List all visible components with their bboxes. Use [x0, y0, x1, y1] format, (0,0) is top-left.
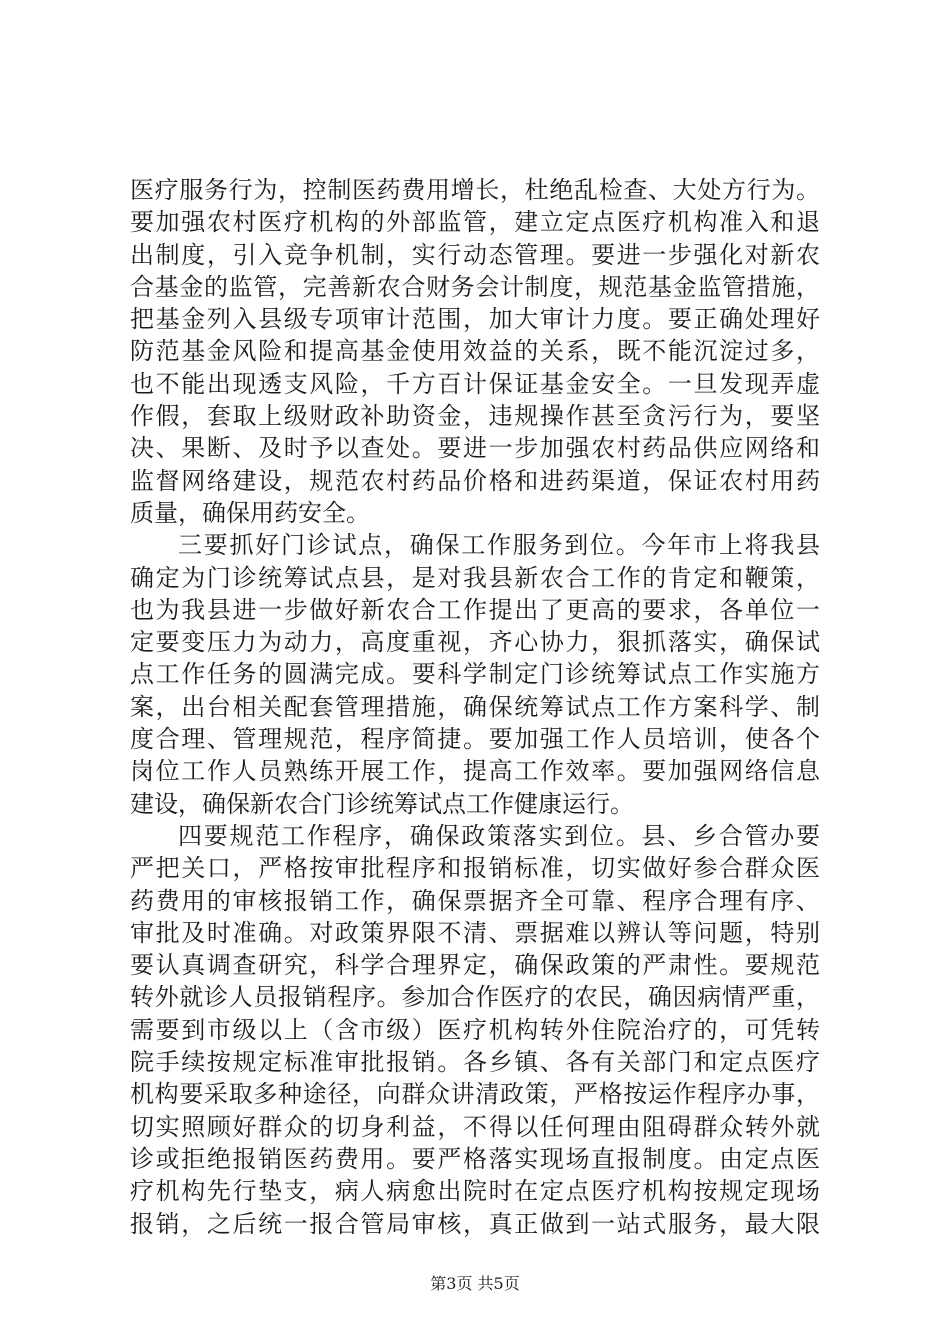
- text-line: 定要变压力为动力，高度重视，齐心协力，狠抓落实，确保试: [130, 628, 820, 657]
- text-line: 质量，确保用药安全。: [130, 498, 370, 527]
- text-line: 也为我县进一步做好新农合工作提出了更高的要求，各单位一: [130, 595, 820, 624]
- text-line: 机构要采取多种途径，向群众讲清政策，严格按运作程序办事，: [130, 1080, 820, 1109]
- text-line: 案，出台相关配套管理措施，确保统筹试点工作方案科学、制: [130, 692, 820, 721]
- page-number-footer: 第3页 共5页: [430, 1274, 520, 1293]
- text-line: 岗位工作人员熟练开展工作，提高工作效率。要加强网络信息: [130, 757, 820, 786]
- text-line: 院手续按规定标准审批报销。各乡镇、各有关部门和定点医疗: [130, 1048, 820, 1077]
- text-line: 出制度，引入竞争机制，实行动态管理。要进一步强化对新农: [130, 240, 820, 269]
- text-line: 把基金列入县级专项审计范围，加大审计力度。要正确处理好: [130, 305, 820, 334]
- text-line: 诊或拒绝报销医药费用。要严格落实现场直报制度。由定点医: [130, 1144, 820, 1173]
- text-line: 审批及时准确。对政策界限不清、票据难以辨认等问题，特别: [130, 918, 820, 947]
- text-line: 作假，套取上级财政补助资金，违规操作甚至贪污行为，要坚: [130, 402, 820, 431]
- text-line: 药费用的审核报销工作，确保票据齐全可靠、程序合理有序、: [130, 886, 820, 915]
- text-line: 也不能出现透支风险，千方百计保证基金安全。一旦发现弄虚: [130, 369, 820, 398]
- text-line: 点工作任务的圆满完成。要科学制定门诊统筹试点工作实施方: [130, 660, 820, 689]
- text-line: 转外就诊人员报销程序。参加合作医疗的农民，确因病情严重，: [130, 983, 820, 1012]
- paragraph: [130, 174, 820, 529]
- text-line: 要认真调查研究，科学合理界定，确保政策的严肃性。要规范: [130, 951, 820, 980]
- text-line: 决、果断、及时予以查处。要进一步加强农村药品供应网络和: [130, 434, 820, 463]
- document-body: [130, 174, 820, 1240]
- text-line: 确定为门诊统筹试点县，是对我县新农合工作的肯定和鞭策，: [130, 563, 820, 592]
- text-line: 切实照顾好群众的切身利益，不得以任何理由阻碍群众转外就: [130, 1112, 820, 1141]
- text-line: 度合理、管理规范，程序简捷。要加强工作人员培训，使各个: [130, 725, 820, 754]
- text-line: 报销，之后统一报合管局审核，真正做到一站式服务，最大限: [130, 1209, 820, 1238]
- text-line: 疗机构先行垫支，病人病愈出院时在定点医疗机构按规定现场: [130, 1177, 820, 1206]
- text-line: 三要抓好门诊试点，确保工作服务到位。今年市上将我县: [178, 531, 820, 560]
- text-line: 医疗服务行为，控制医药费用增长，杜绝乱检查、大处方行为。: [130, 176, 820, 204]
- text-line: 四要规范工作程序，确保政策落实到位。县、乡合管办要: [178, 821, 820, 850]
- text-line: 监督网络建设，规范农村药品价格和进药渠道，保证农村用药: [130, 466, 820, 495]
- text-line: 防范基金风险和提高基金使用效益的关系，既不能沉淀过多，: [130, 337, 820, 366]
- text-line: 严把关口，严格按审批程序和报销标准，切实做好参合群众医: [130, 854, 820, 883]
- paragraph: [130, 529, 820, 820]
- text-line: 合基金的监管，完善新农合财务会计制度，规范基金监管措施，: [130, 272, 820, 301]
- text-line: 建设，确保新农合门诊统筹试点工作健康运行。: [130, 789, 634, 818]
- text-line: 需要到市级以上（含市级）医疗机构转外住院治疗的，可凭转: [130, 1015, 820, 1044]
- paragraph: [130, 820, 820, 1240]
- text-line: 要加强农村医疗机构的外部监管，建立定点医疗机构准入和退: [130, 208, 820, 237]
